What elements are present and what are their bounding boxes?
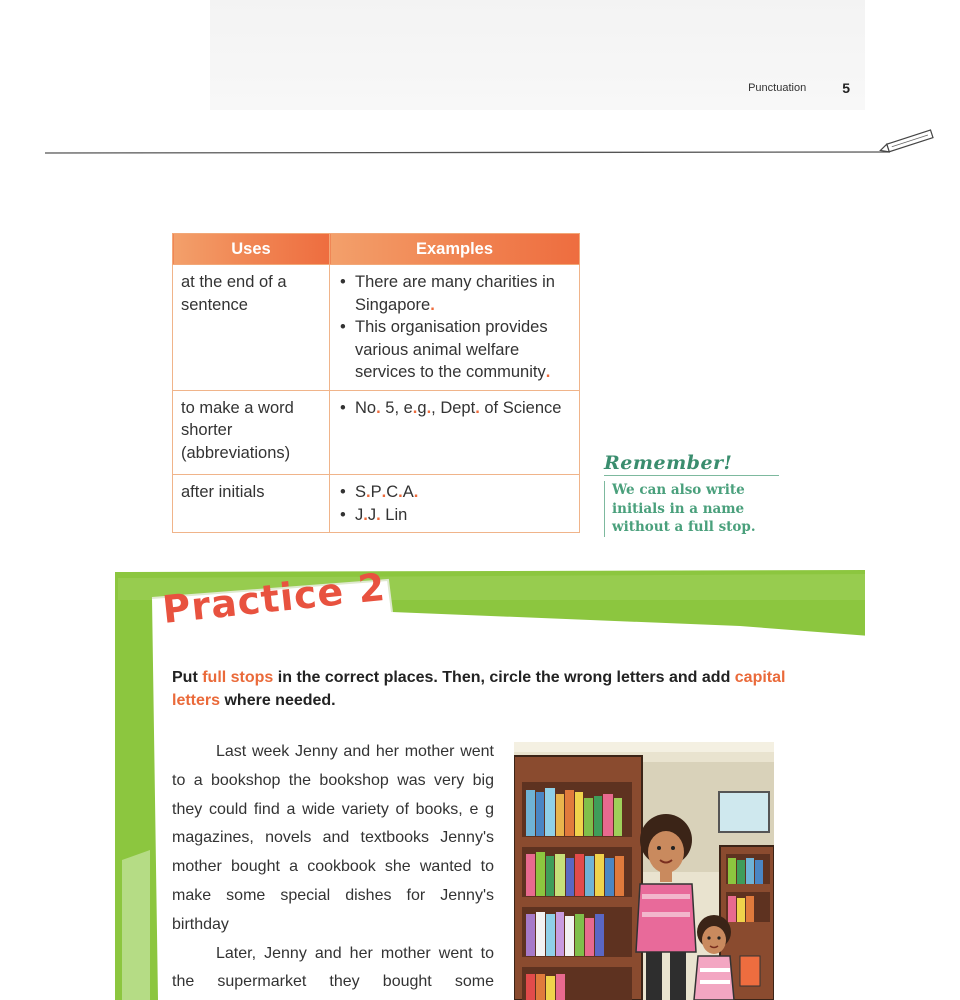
- examples-cell: [330, 390, 580, 475]
- table-header-row: [173, 234, 580, 265]
- uses-column-header: Uses: [173, 234, 330, 265]
- use-cell: to make a word shorter (abbreviations): [173, 390, 330, 475]
- practice-story: [172, 738, 494, 997]
- example-item: • No. 5, e.g., Dept. of Science: [355, 397, 571, 420]
- example-item: • S.P.C.A.: [355, 481, 571, 504]
- keyword-capital-letters: capital letters: [172, 669, 786, 709]
- practice-instructions: Put full stops in the correct places. Then, circle the wrong letters and add capital letters where needed.: [172, 669, 786, 709]
- story-paragraph: Later, Jenny and her mother went to the supermarket they bought some: [172, 944, 494, 991]
- use-cell: after initials: [173, 475, 330, 533]
- full-stop-mark: .: [430, 295, 435, 314]
- running-title: Punctuation: [748, 82, 807, 94]
- examples-column-header: Examples: [330, 234, 580, 265]
- table-row: [173, 390, 580, 475]
- story-paragraph: Last week Jenny and her mother went to a bookshop the bookshop was very big they could find a wide variety of books, e g magazines, novels and textbooks Jenny's mother bought a cookbook she wanted to make some special dishes for Jenny's birthday: [172, 743, 494, 933]
- child-figure: [694, 915, 734, 1000]
- example-item: • There are many charities in Singapore.: [355, 271, 571, 316]
- examples-cell: [330, 265, 580, 391]
- books-row-2: [526, 852, 624, 896]
- example-item: • J.J. Lin: [355, 504, 571, 527]
- page-header: [700, 78, 850, 98]
- full-stop-uses-table: [172, 233, 580, 533]
- remember-title: Remember!: [604, 452, 779, 476]
- remember-text: We can also write initials in a name without a full stop.: [604, 481, 779, 537]
- practice-title: Practice 2: [160, 564, 388, 632]
- table-row: [173, 265, 580, 391]
- table-row: [173, 475, 580, 533]
- pencil-icon: [879, 130, 933, 154]
- keyword-full-stops: full stops: [202, 669, 274, 686]
- use-cell: at the end of a sentence: [173, 265, 330, 391]
- books-row-3: [526, 912, 604, 956]
- examples-cell: [330, 475, 580, 533]
- example-item: • This organisation provides various animal welfare services to the community.: [355, 316, 571, 384]
- page-number: 5: [842, 80, 850, 96]
- full-stop-mark: .: [545, 363, 551, 381]
- bookshop-illustration: [514, 742, 774, 1000]
- books-row-1: [526, 788, 622, 836]
- remember-note: [604, 452, 779, 537]
- header-rule-with-pencil: [0, 126, 960, 166]
